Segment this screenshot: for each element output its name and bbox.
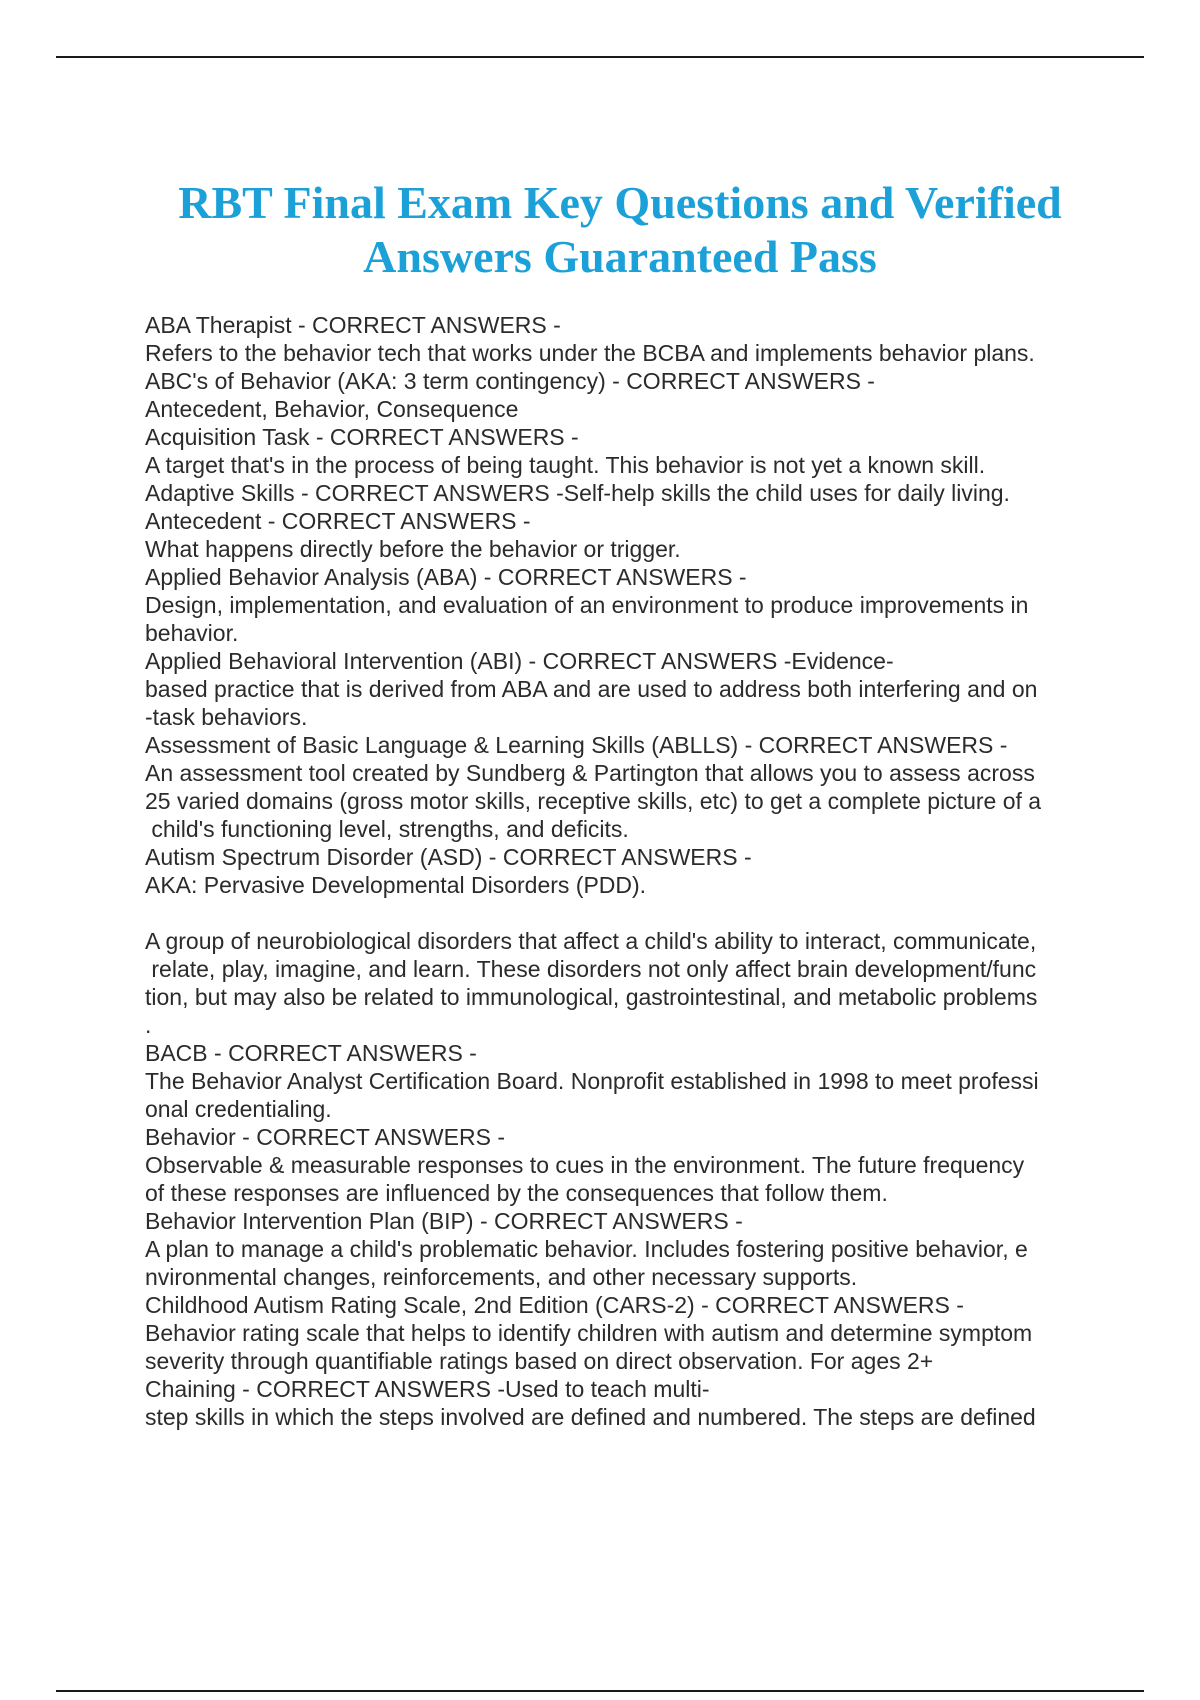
body-line: ABC's of Behavior (AKA: 3 term contingency) - CORRECT ANSWERS -	[145, 368, 875, 394]
body-line: of these responses are influenced by the consequences that follow them.	[145, 1180, 888, 1206]
top-rule	[56, 56, 1144, 58]
body-line: A group of neurobiological disorders that affect a child's ability to interact, communicate,	[145, 928, 1037, 954]
body-line: Behavior - CORRECT ANSWERS -	[145, 1124, 505, 1150]
body-line: Refers to the behavior tech that works under the BCBA and implements behavior plans.	[145, 340, 1035, 366]
body-line: Acquisition Task - CORRECT ANSWERS -	[145, 424, 579, 450]
body-line: An assessment tool created by Sundberg & Partington that allows you to assess across	[145, 760, 1035, 786]
body-line: 25 varied domains (gross motor skills, receptive skills, etc) to get a complete picture of a	[145, 788, 1042, 814]
body-line: A plan to manage a child's problematic behavior. Includes fostering positive behavior, e	[145, 1236, 1028, 1262]
body-line: Assessment of Basic Language & Learning Skills (ABLLS) - CORRECT ANSWERS -	[145, 732, 1008, 758]
body-line: Applied Behavioral Intervention (ABI) - CORRECT ANSWERS -Evidence-	[145, 648, 894, 674]
body-line: What happens directly before the behavior or trigger.	[145, 536, 681, 562]
body-line: Applied Behavior Analysis (ABA) - CORRECT ANSWERS -	[145, 564, 747, 590]
body-line: severity through quantifiable ratings based on direct observation. For ages 2+	[145, 1348, 934, 1374]
body-line: onal credentialing.	[145, 1096, 332, 1122]
body-line: ABA Therapist - CORRECT ANSWERS -	[145, 312, 561, 338]
body-line: nvironmental changes, reinforcements, and other necessary supports.	[145, 1264, 858, 1290]
title-line-2: Answers Guaranteed Pass	[363, 230, 877, 282]
body-line: The Behavior Analyst Certification Board. Nonprofit established in 1998 to meet professi	[145, 1068, 1039, 1094]
body-line: based practice that is derived from ABA and are used to address both interfering and on	[145, 676, 1038, 702]
body-line: A target that's in the process of being taught. This behavior is not yet a known skill.	[145, 452, 986, 478]
body-line: Design, implementation, and evaluation of an environment to produce improvements in	[145, 592, 1029, 618]
body-line: Observable & measurable responses to cues in the environment. The future frequency	[145, 1152, 1025, 1178]
body-line: tion, but may also be related to immunological, gastrointestinal, and metabolic problems	[145, 984, 1038, 1010]
body-line: Antecedent - CORRECT ANSWERS -	[145, 508, 531, 534]
document-title	[60, 176, 1180, 284]
body-line: Autism Spectrum Disorder (ASD) - CORRECT ANSWERS -	[145, 844, 752, 870]
body-line: child's functioning level, strengths, and deficits.	[145, 816, 629, 842]
body-line: Adaptive Skills - CORRECT ANSWERS -Self-help skills the child uses for daily living.	[145, 480, 1010, 506]
body-line: behavior.	[145, 620, 239, 646]
body-line: .	[145, 1012, 152, 1038]
body-line: Chaining - CORRECT ANSWERS -Used to teach multi-	[145, 1376, 710, 1402]
body-line: -task behaviors.	[145, 704, 308, 730]
body-line: BACB - CORRECT ANSWERS -	[145, 1040, 477, 1066]
document-body	[145, 311, 1145, 1431]
bottom-rule	[56, 1690, 1144, 1692]
title-line-1: RBT Final Exam Key Questions and Verified	[178, 176, 1062, 228]
body-line: relate, play, imagine, and learn. These disorders not only affect brain development/func	[145, 956, 1037, 982]
body-line: AKA: Pervasive Developmental Disorders (PDD).	[145, 872, 647, 898]
body-line: step skills in which the steps involved are defined and numbered. The steps are defined	[145, 1404, 1036, 1430]
blank-line	[145, 899, 1145, 927]
body-line: Antecedent, Behavior, Consequence	[145, 396, 519, 422]
body-line: Behavior Intervention Plan (BIP) - CORRECT ANSWERS -	[145, 1208, 743, 1234]
body-line: Behavior rating scale that helps to identify children with autism and determine symptom	[145, 1320, 1033, 1346]
body-line: Childhood Autism Rating Scale, 2nd Edition (CARS-2) - CORRECT ANSWERS -	[145, 1292, 964, 1318]
